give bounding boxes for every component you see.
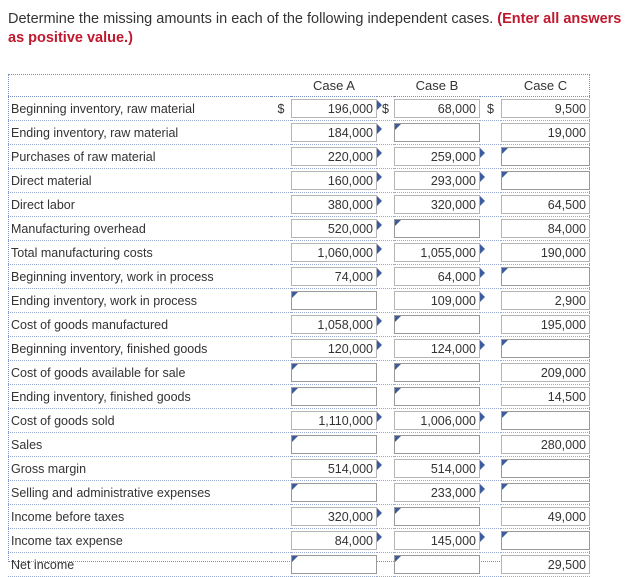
answer-input-case-c[interactable] (501, 531, 590, 550)
value-cell-case-c: 14,500 (501, 387, 590, 406)
instructions (8, 10, 628, 48)
answer-input-case-a[interactable] (291, 387, 377, 406)
currency-spacer (271, 481, 291, 505)
answer-input-case-c[interactable] (501, 483, 590, 502)
currency-spacer (271, 313, 291, 337)
value-cell-case-a: 520,000 (291, 219, 377, 238)
currency-spacer (271, 337, 291, 361)
value-cell-case-c: 280,000 (501, 435, 590, 454)
answer-input-case-a[interactable] (291, 363, 377, 382)
value-cell-case-a: 380,000 (291, 195, 377, 214)
currency-spacer (271, 121, 291, 145)
value-cell-case-c: 190,000 (501, 243, 590, 262)
value-cell-case-b: 124,000 (394, 339, 480, 358)
value-cell-case-c: 29,500 (501, 555, 590, 574)
row-label: Ending inventory, finished goods (8, 385, 271, 409)
row-label: Beginning inventory, finished goods (8, 337, 271, 361)
row-label: Income before taxes (8, 505, 271, 529)
table-row (8, 361, 590, 385)
currency-spacer (271, 265, 291, 289)
value-cell-case-c: 64,500 (501, 195, 590, 214)
value-cell-case-a: 196,000 (291, 99, 377, 118)
row-label: Selling and administrative expenses (8, 481, 271, 505)
currency-spacer (480, 121, 501, 145)
table-row (8, 313, 590, 337)
row-label: Beginning inventory, work in process (8, 265, 271, 289)
table-row (8, 121, 590, 145)
value-cell-case-a: 184,000 (291, 123, 377, 142)
table-row (8, 217, 590, 241)
answer-input-case-b[interactable] (394, 507, 480, 526)
table-row (8, 457, 590, 481)
value-cell-case-a: 160,000 (291, 171, 377, 190)
row-label: Total manufacturing costs (8, 241, 271, 265)
answer-input-case-c[interactable] (501, 171, 590, 190)
currency-spacer (480, 217, 501, 241)
table-row (8, 193, 590, 217)
currency-spacer (271, 361, 291, 385)
value-cell-case-b: 293,000 (394, 171, 480, 190)
answer-input-case-c[interactable] (501, 147, 590, 166)
value-cell-case-a: 514,000 (291, 459, 377, 478)
table-row (8, 505, 590, 529)
currency-spacer (271, 433, 291, 457)
value-cell-case-c: 209,000 (501, 363, 590, 382)
currency-symbol: $ (480, 97, 501, 121)
instructions-emphasis: (Enter all answers as positive value.) (8, 11, 622, 46)
row-label: Income tax expense (8, 529, 271, 553)
table-row (8, 553, 590, 577)
answer-input-case-c[interactable] (501, 267, 590, 286)
value-cell-case-b: 259,000 (394, 147, 480, 166)
value-cell-case-b: 514,000 (394, 459, 480, 478)
value-cell-case-b: 64,000 (394, 267, 480, 286)
answer-input-case-b[interactable] (394, 387, 480, 406)
table-row (8, 337, 590, 361)
value-cell-case-c: 9,500 (501, 99, 590, 118)
value-cell-case-a: 320,000 (291, 507, 377, 526)
row-label: Ending inventory, raw material (8, 121, 271, 145)
value-cell-case-b: 1,055,000 (394, 243, 480, 262)
answer-input-case-a[interactable] (291, 291, 377, 310)
value-cell-case-a: 1,058,000 (291, 315, 377, 334)
currency-spacer (480, 505, 501, 529)
value-cell-case-a: 220,000 (291, 147, 377, 166)
currency-spacer (377, 433, 394, 457)
currency-spacer (480, 313, 501, 337)
row-label: Cost of goods sold (8, 409, 271, 433)
currency-spacer (271, 409, 291, 433)
currency-spacer (480, 553, 501, 577)
currency-spacer (377, 385, 394, 409)
answer-input-case-a[interactable] (291, 483, 377, 502)
table-row (8, 481, 590, 505)
answer-input-case-c[interactable] (501, 411, 590, 430)
table-row (8, 385, 590, 409)
value-cell-case-a: 120,000 (291, 339, 377, 358)
currency-spacer (271, 505, 291, 529)
value-cell-case-a: 1,110,000 (291, 411, 377, 430)
currency-spacer (480, 433, 501, 457)
answer-input-case-c[interactable] (501, 339, 590, 358)
row-label: Cost of goods available for sale (8, 361, 271, 385)
table-row (8, 289, 590, 313)
currency-spacer (271, 553, 291, 577)
value-cell-case-c: 84,000 (501, 219, 590, 238)
row-label: Beginning inventory, raw material (8, 97, 271, 121)
answer-input-case-b[interactable] (394, 555, 480, 574)
value-cell-case-b: 1,006,000 (394, 411, 480, 430)
currency-spacer (271, 241, 291, 265)
value-cell-case-b: 320,000 (394, 195, 480, 214)
currency-spacer (271, 385, 291, 409)
row-label: Manufacturing overhead (8, 217, 271, 241)
row-label: Direct material (8, 169, 271, 193)
table-row (8, 265, 590, 289)
table-row (8, 169, 590, 193)
answer-input-case-b[interactable] (394, 123, 480, 142)
header-case-a: Case A (291, 74, 377, 97)
value-cell-case-c: 49,000 (501, 507, 590, 526)
currency-symbol: $ (377, 97, 394, 121)
currency-spacer (377, 361, 394, 385)
row-label: Sales (8, 433, 271, 457)
answer-input-case-a[interactable] (291, 555, 377, 574)
currency-spacer (271, 457, 291, 481)
header-case-b: Case B (394, 74, 480, 97)
value-cell-case-c: 195,000 (501, 315, 590, 334)
currency-spacer (377, 553, 394, 577)
row-label: Cost of goods manufactured (8, 313, 271, 337)
value-cell-case-c: 2,900 (501, 291, 590, 310)
table-row (8, 409, 590, 433)
table-row (8, 241, 590, 265)
answer-input-case-c[interactable] (501, 459, 590, 478)
value-cell-case-b: 145,000 (394, 531, 480, 550)
value-cell-case-a: 84,000 (291, 531, 377, 550)
currency-spacer (271, 145, 291, 169)
row-label: Direct labor (8, 193, 271, 217)
header-case-c: Case C (501, 74, 590, 97)
row-label: Net income (8, 553, 271, 577)
value-cell-case-c: 19,000 (501, 123, 590, 142)
answer-input-case-a[interactable] (291, 435, 377, 454)
currency-spacer (271, 193, 291, 217)
answer-input-case-b[interactable] (394, 219, 480, 238)
table-row (8, 97, 590, 121)
row-label: Purchases of raw material (8, 145, 271, 169)
currency-spacer (377, 481, 394, 505)
table-row (8, 145, 590, 169)
header-row (8, 74, 590, 97)
answer-input-case-b[interactable] (394, 363, 480, 382)
table-row (8, 529, 590, 553)
currency-spacer (271, 217, 291, 241)
currency-symbol: $ (271, 97, 291, 121)
answer-input-case-b[interactable] (394, 315, 480, 334)
currency-spacer (377, 289, 394, 313)
instructions-text: Determine the missing amounts in each of the following independent cases. (8, 11, 494, 27)
currency-spacer (480, 361, 501, 385)
currency-spacer (271, 169, 291, 193)
table-row (8, 433, 590, 457)
value-cell-case-a: 1,060,000 (291, 243, 377, 262)
row-label: Ending inventory, work in process (8, 289, 271, 313)
value-cell-case-b: 68,000 (394, 99, 480, 118)
answer-input-case-b[interactable] (394, 435, 480, 454)
value-cell-case-a: 74,000 (291, 267, 377, 286)
value-cell-case-b: 109,000 (394, 291, 480, 310)
value-cell-case-b: 233,000 (394, 483, 480, 502)
row-label: Gross margin (8, 457, 271, 481)
currency-spacer (480, 385, 501, 409)
cases-table (8, 74, 590, 577)
currency-spacer (271, 289, 291, 313)
currency-spacer (271, 529, 291, 553)
